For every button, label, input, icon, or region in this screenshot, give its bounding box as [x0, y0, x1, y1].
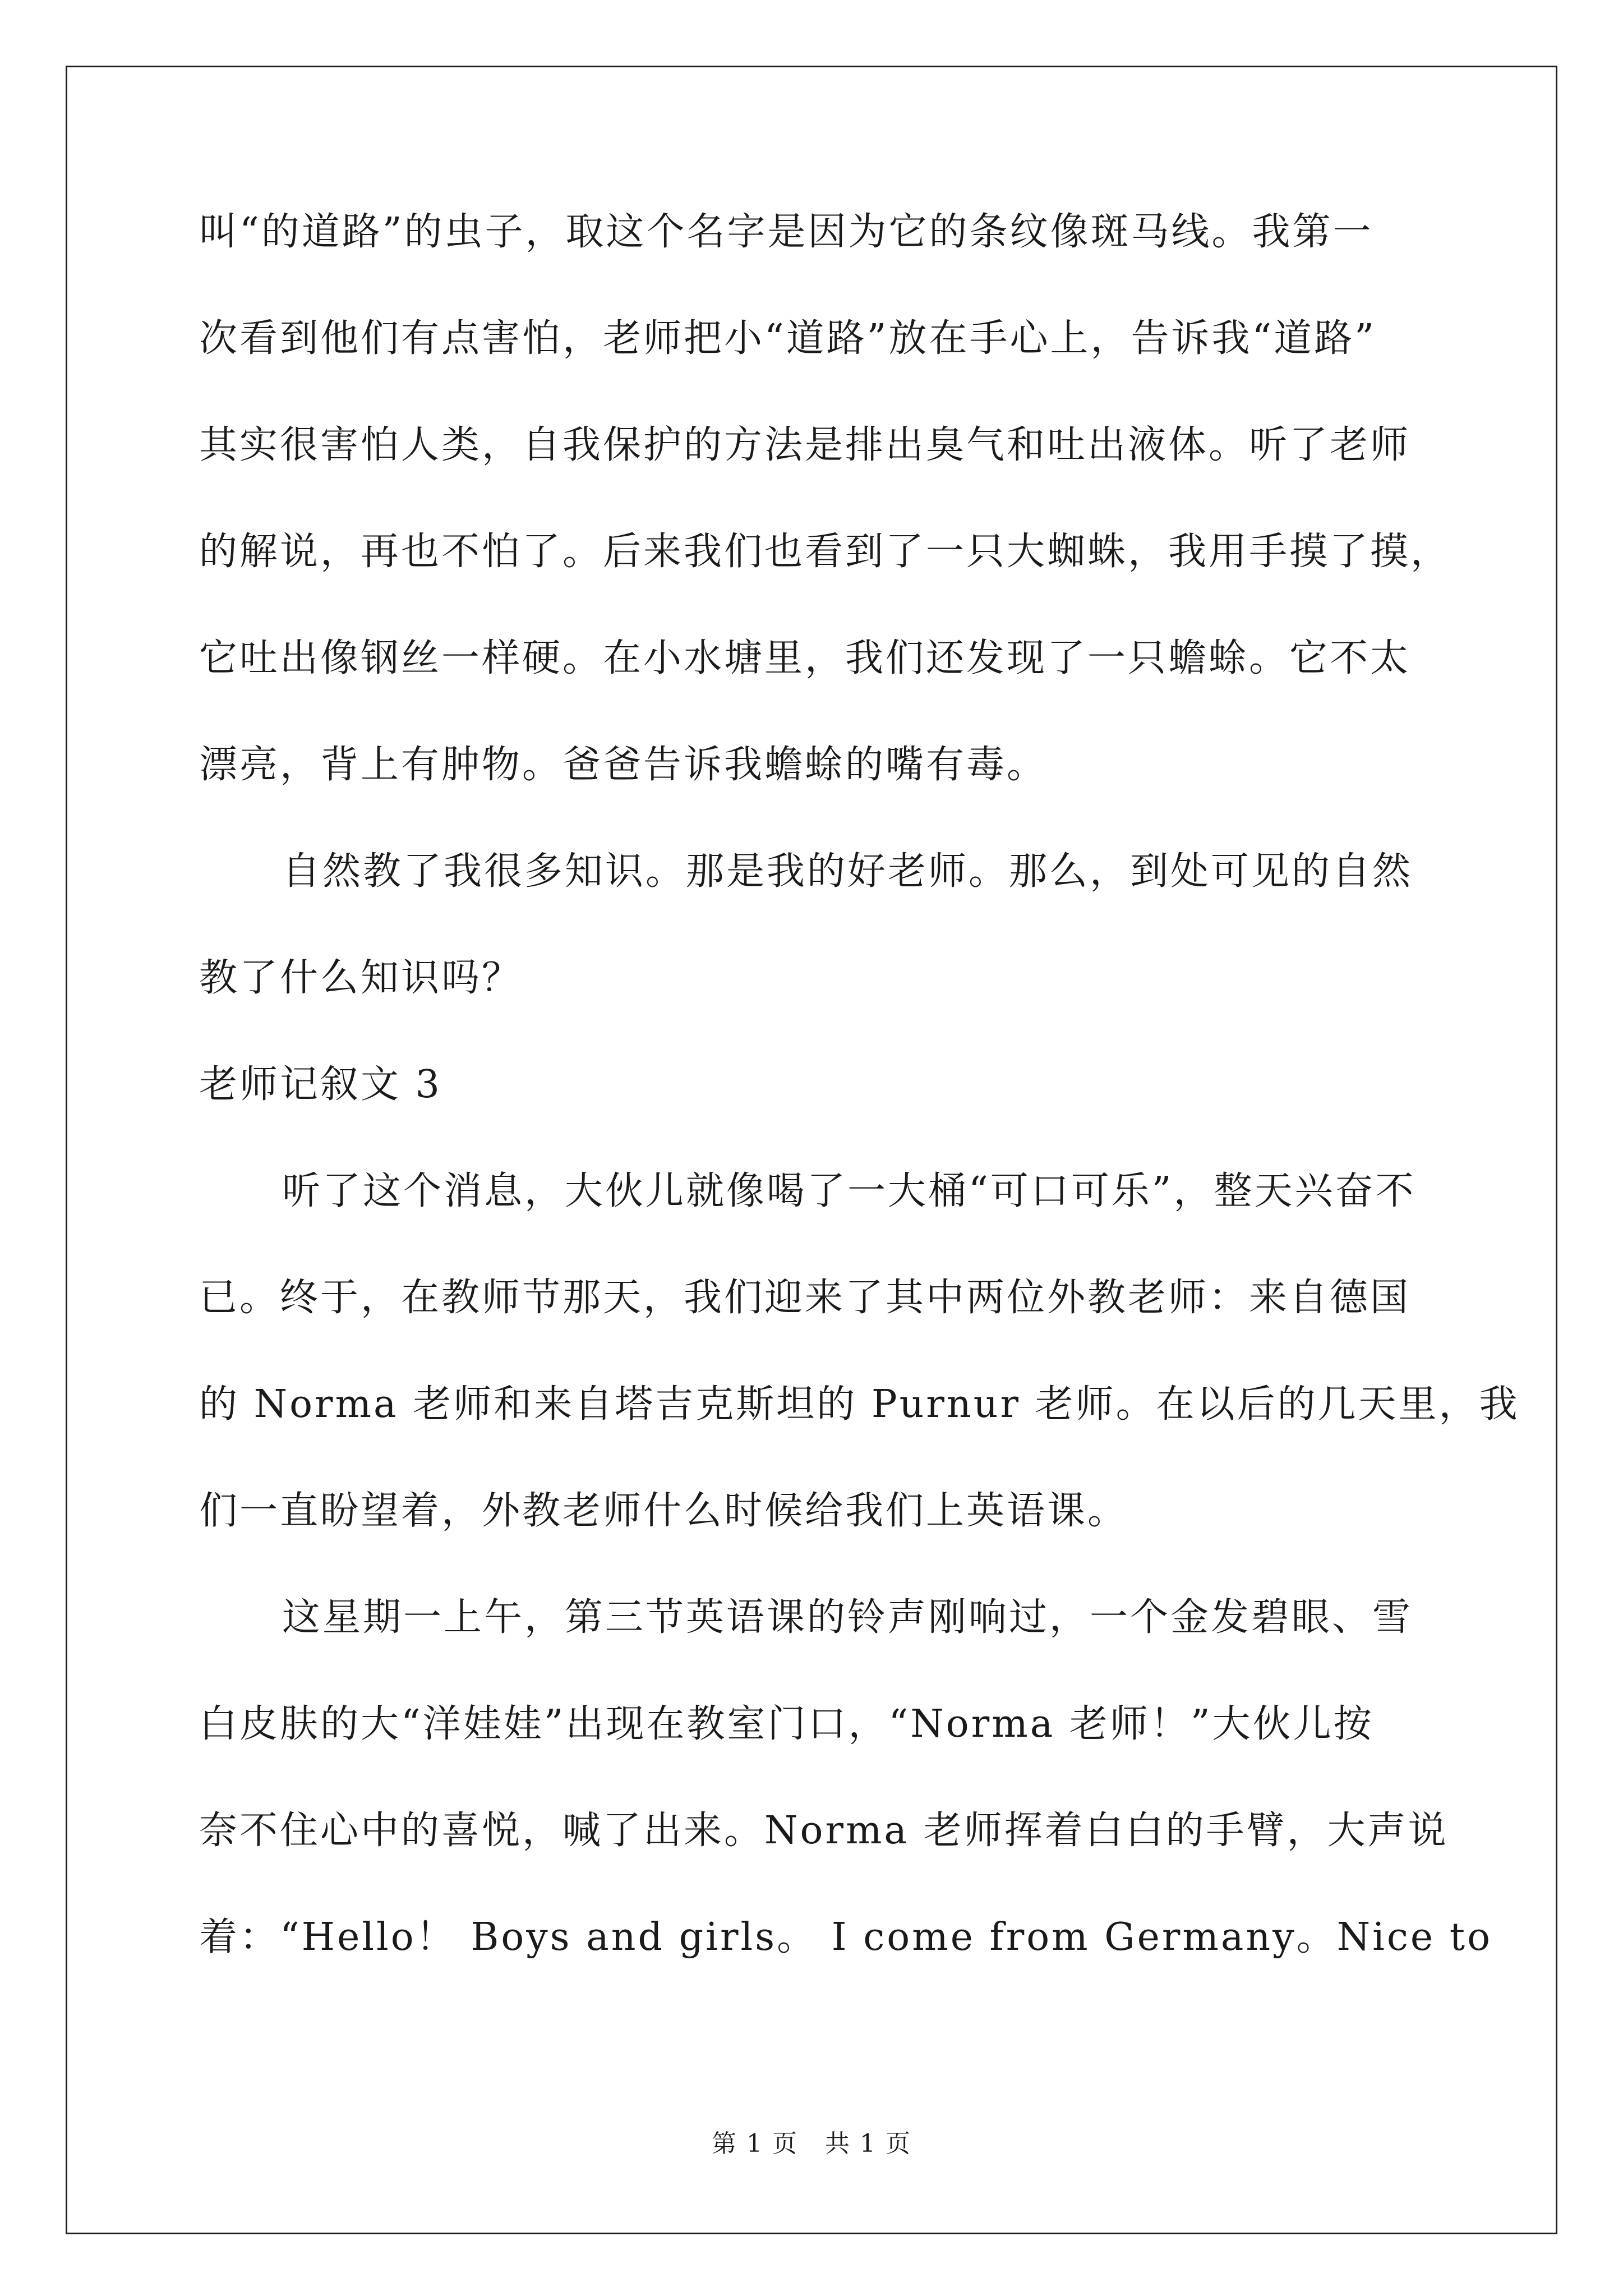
body-text-line: 教了什么知识吗？	[199, 956, 523, 1000]
page-footer	[0, 2129, 1623, 2158]
body-text-line: 的 Norma 老师和来自塔吉克斯坦的 Purnur 老师。在以后的几天里，我	[199, 1382, 1520, 1427]
body-text-line: 已。终于，在教师节那天，我们迎来了其中两位外教老师：来自德国	[199, 1276, 1411, 1320]
body-text-line: 们一直盼望着，外教老师什么时候给我们上英语课。	[199, 1489, 1128, 1533]
body-text-line: 其实很害怕人类，自我保护的方法是排出臭气和吐出液体。听了老师	[199, 423, 1411, 467]
section-heading: 老师记叙文 3	[199, 1062, 442, 1107]
body-text-line: 次看到他们有点害怕，老师把小“道路”放在手心上，告诉我“道路”	[199, 316, 1377, 361]
body-text-line: 漂亮，背上有肿物。爸爸告诉我蟾蜍的嘴有毒。	[199, 743, 1048, 787]
body-text-line: 着：“Hello！ Boys and girls。 I come from Germany。Nice to	[199, 1915, 1493, 1959]
body-text-line: 它吐出像钢丝一样硬。在小水塘里，我们还发现了一只蟾蜍。它不太	[199, 636, 1411, 680]
body-text-line: 听了这个消息，大伙儿就像喝了一大桶“可口可乐”，整天兴奋不	[282, 1169, 1416, 1213]
body-text-line: 的解说，再也不怕了。后来我们也看到了一只大蜘蛛，我用手摸了摸，	[199, 530, 1451, 574]
page-border	[66, 66, 1557, 2234]
body-text-line: 这星期一上午，第三节英语课的铃声刚响过，一个金发碧眼、雪	[282, 1595, 1413, 1640]
body-text-line: 白皮肤的大“洋娃娃”出现在教室门口，“Norma 老师！”大伙儿按	[199, 1702, 1374, 1746]
body-text-line: 自然教了我很多知识。那是我的好老师。那么，到处可见的自然	[282, 849, 1413, 894]
page-number: 第 1 页	[712, 2129, 798, 2158]
page-total: 共 1 页	[825, 2129, 911, 2158]
body-text-line: 奈不住心中的喜悦，喊了出来。Norma 老师挥着白白的手臂，大声说	[199, 1809, 1449, 1853]
body-text-line: 叫“的道路”的虫子，取这个名字是因为它的条纹像斑马线。我第一	[199, 210, 1373, 254]
